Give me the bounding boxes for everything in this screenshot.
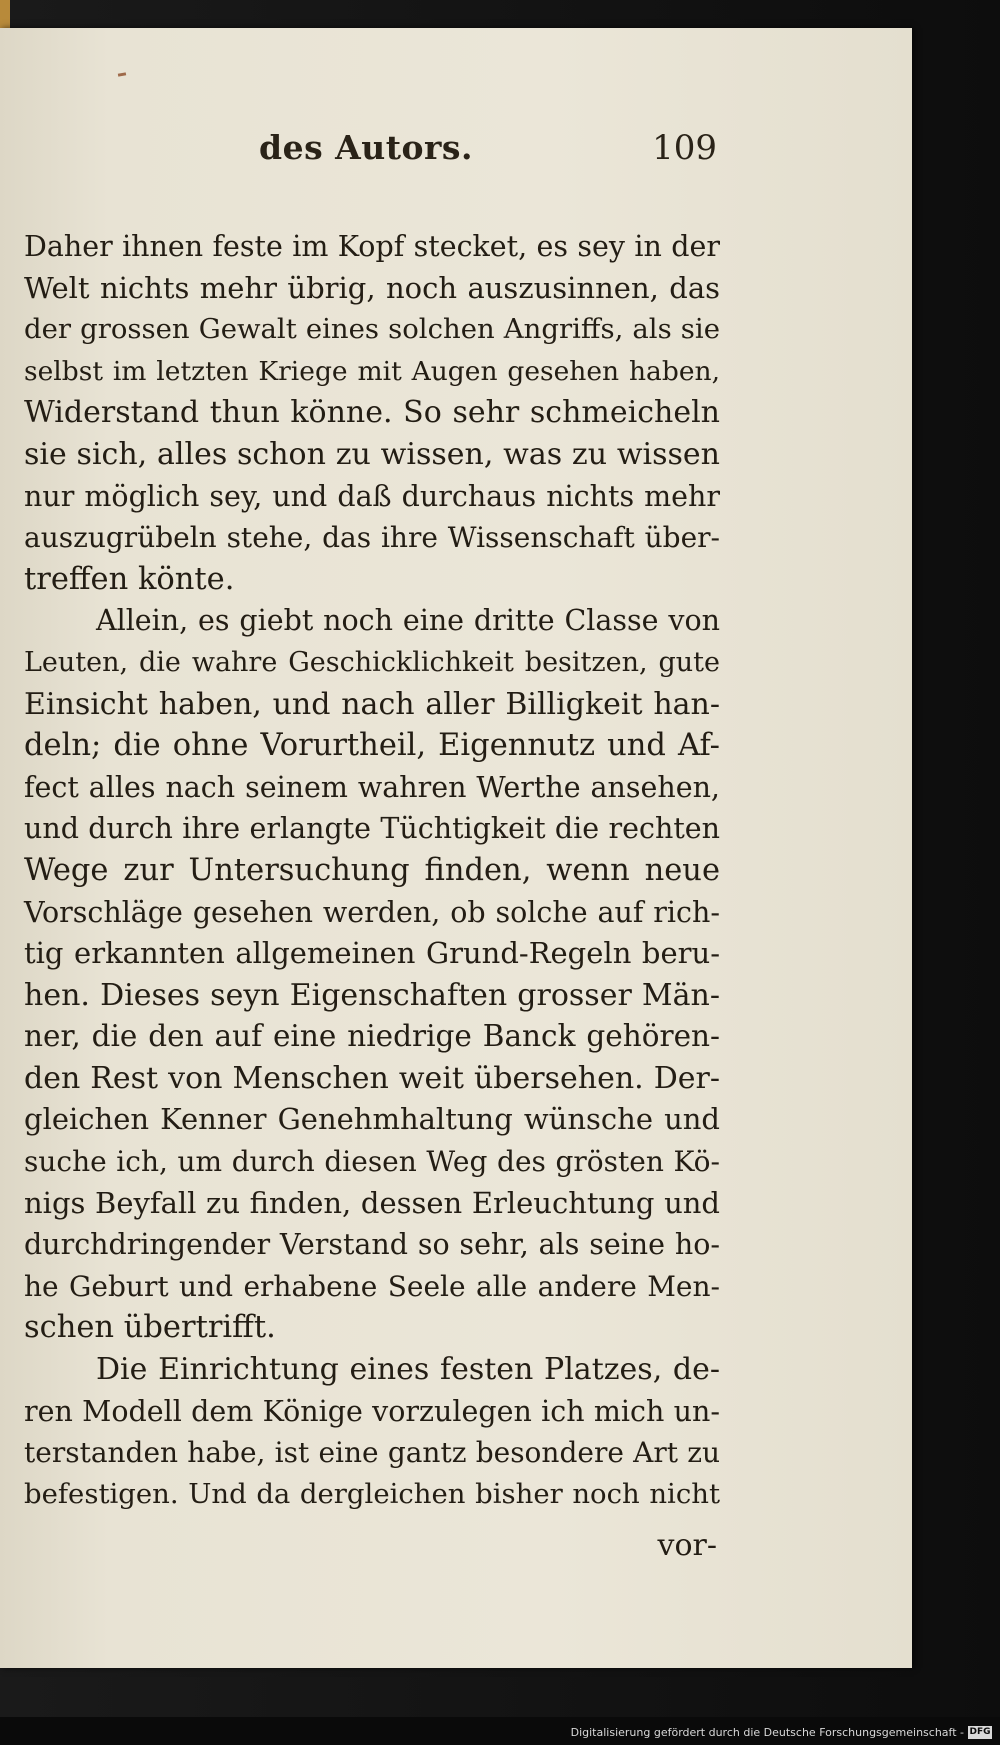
text-line: he Geburt und erhabene Seele alle andere Men-	[24, 1269, 720, 1303]
text-line: Allein, es giebt noch eine dritte Classe von	[96, 604, 720, 638]
text-line: treffen könte.	[24, 561, 235, 597]
text-line: Widerstand thun könne. So sehr schmeicheln	[24, 395, 720, 431]
text-line: Leuten, die wahre Geschicklichkeit besitzen, gute	[24, 646, 720, 678]
text-line: Welt nichts mehr übrig, noch auszusinnen, das	[24, 270, 720, 305]
text-line: hen. Dieses seyn Eigenschaften grosser Män-	[24, 977, 720, 1013]
text-line: sie sich, alles schon zu wissen, was zu wissen	[24, 436, 720, 472]
text-line: Einsicht haben, und nach aller Billigkeit han-	[24, 686, 720, 722]
text-line: Daher ihnen feste im Kopf stecket, es sey in der	[24, 230, 720, 263]
footer-bar	[0, 1717, 1000, 1745]
text-line: deln; die ohne Vorurtheil, Eigennutz und Af-	[24, 728, 720, 764]
page-header	[24, 118, 717, 178]
text-line: ren Modell dem Könige vorzulegen ich mich un-	[24, 1394, 720, 1428]
text-line: suche ich, um durch diesen Weg des grösten Kö-	[24, 1145, 720, 1179]
text-line: fect alles nach seinem wahren Werthe ansehen,	[24, 770, 720, 804]
text-line: Wege zur Untersuchung finden, wenn neue	[24, 852, 720, 888]
text-line: auszugrübeln stehe, das ihre Wissenschaft über-	[24, 521, 720, 555]
body-text	[24, 226, 720, 1515]
text-line: nigs Beyfall zu finden, dessen Erleuchtung und	[24, 1185, 720, 1220]
text-line: Vorschläge gesehen werden, ob solche auf rich-	[24, 895, 720, 929]
page-content	[0, 28, 912, 1668]
running-head: des Autors.	[259, 128, 473, 167]
text-line: der grossen Gewalt eines solchen Angriffs, als sie	[24, 313, 720, 346]
funding-credit: Digitalisierung gefördert durch die Deutsche Forschungsgemeinschaft -	[570, 1726, 964, 1739]
ink-mark	[118, 72, 126, 76]
text-line: gleichen Kenner Genehmhaltung wünsche und	[24, 1102, 720, 1137]
text-line: den Rest von Menschen weit übersehen. Der-	[24, 1060, 720, 1096]
text-line: terstanden habe, ist eine gantz besondere Art zu	[24, 1436, 720, 1470]
book-page	[0, 28, 912, 1668]
text-line: ner, die den auf eine niedrige Banck gehören-	[24, 1019, 720, 1054]
text-line: durchdringender Verstand so sehr, als seine ho-	[24, 1228, 720, 1262]
text-line: Die Einrichtung eines festen Platzes, de-	[96, 1352, 720, 1388]
page-number: 109	[652, 128, 717, 168]
dfg-logo-icon: DFG	[969, 1727, 991, 1737]
text-line: selbst im letzten Kriege mit Augen gesehen haben,	[24, 355, 720, 387]
catchword: vor-	[657, 1528, 717, 1563]
text-line: und durch ihre erlangte Tüchtigkeit die rechten	[24, 812, 720, 846]
text-line: nur möglich sey, und daß durchaus nichts mehr	[24, 479, 720, 513]
text-line: schen übertrifft.	[24, 1310, 276, 1346]
text-line: tig erkannten allgemeinen Grund-Regeln beru-	[24, 936, 720, 971]
text-line: befestigen. Und da dergleichen bisher noch nicht	[24, 1477, 720, 1510]
